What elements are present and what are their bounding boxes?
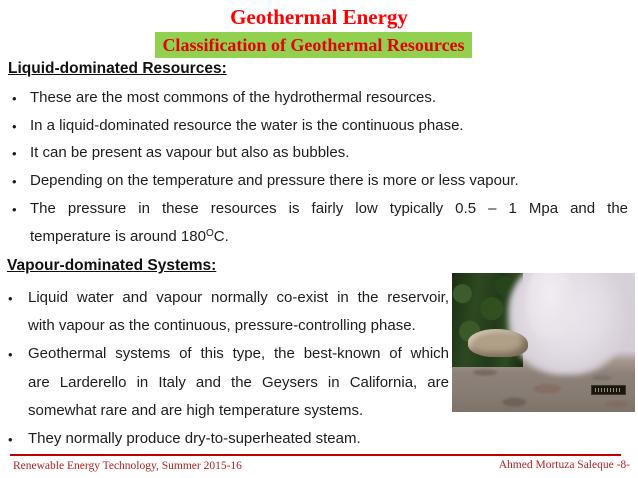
bullet-item-continuation	[28, 374, 449, 392]
bullet-text: are Larderello in Italy and the Geysers in California, are	[28, 374, 449, 391]
bullet-icon: •	[12, 174, 17, 189]
bullet-text: somewhat rare and are high temperature systems.	[28, 402, 364, 419]
section1-heading: Liquid-dominated Resources:	[8, 60, 227, 77]
bullet-icon: •	[12, 202, 17, 217]
geyser-photo	[452, 273, 635, 412]
bullet-icon: •	[12, 91, 17, 106]
bullet-item	[8, 289, 449, 307]
bullet-text: with vapour as the continuous, pressure-controlling phase.	[28, 317, 416, 334]
bullet-icon: •	[8, 432, 13, 447]
bullet-text: It can be present as vapour but also as bubbles.	[30, 144, 350, 161]
footer-divider	[10, 454, 621, 456]
bullet-item	[8, 345, 449, 363]
bullet-icon: •	[8, 291, 13, 306]
bullet-text: In a liquid-dominated resource the water is the continuous phase.	[30, 117, 464, 134]
slide-title: Geothermal Energy	[230, 5, 408, 29]
bullet-text: They normally produce dry-to-superheated steam.	[28, 430, 361, 447]
bullet-item	[12, 89, 628, 107]
bullet-text: Depending on the temperature and pressure there is more or less vapour.	[30, 172, 519, 189]
bullet-item	[12, 172, 628, 190]
bullet-icon: •	[12, 119, 17, 134]
bullet-icon: •	[12, 146, 17, 161]
steam-plume-core	[526, 273, 574, 339]
footer-course-label: Renewable Energy Technology, Summer 2015-16	[13, 460, 242, 472]
bullet-text: These are the most commons of the hydrothermal resources.	[30, 89, 437, 106]
bullet-text: C.	[213, 228, 229, 245]
bullet-item-continuation	[30, 228, 628, 248]
subtitle-box	[155, 32, 472, 58]
bullet-text: Geothermal systems of this type, the best-known of which	[28, 345, 449, 362]
superscript-o: O	[205, 228, 214, 239]
bullet-icon: •	[8, 347, 13, 362]
rock-mound	[468, 329, 528, 357]
subtitle-text: Classification of Geothermal Resources	[162, 34, 465, 55]
bullet-item	[12, 200, 628, 218]
bullet-item	[12, 144, 628, 162]
bullet-item	[12, 117, 628, 135]
footer-author-page: Ahmed Mortuza Saleque -8-	[498, 459, 630, 471]
bullet-item-continuation	[28, 317, 449, 335]
bullet-item	[8, 430, 449, 448]
section2-heading: Vapour-dominated Systems:	[7, 257, 217, 274]
bullet-text: temperature is around 180	[30, 228, 206, 245]
bullet-text: The pressure in these resources is fairly low typically 0.5 – 1 Mpa and the	[30, 200, 628, 217]
bullet-text: Liquid water and vapour normally co-exist in the reservoir,	[28, 289, 449, 306]
video-watermark	[591, 385, 626, 395]
bullet-item-continuation	[28, 402, 449, 420]
